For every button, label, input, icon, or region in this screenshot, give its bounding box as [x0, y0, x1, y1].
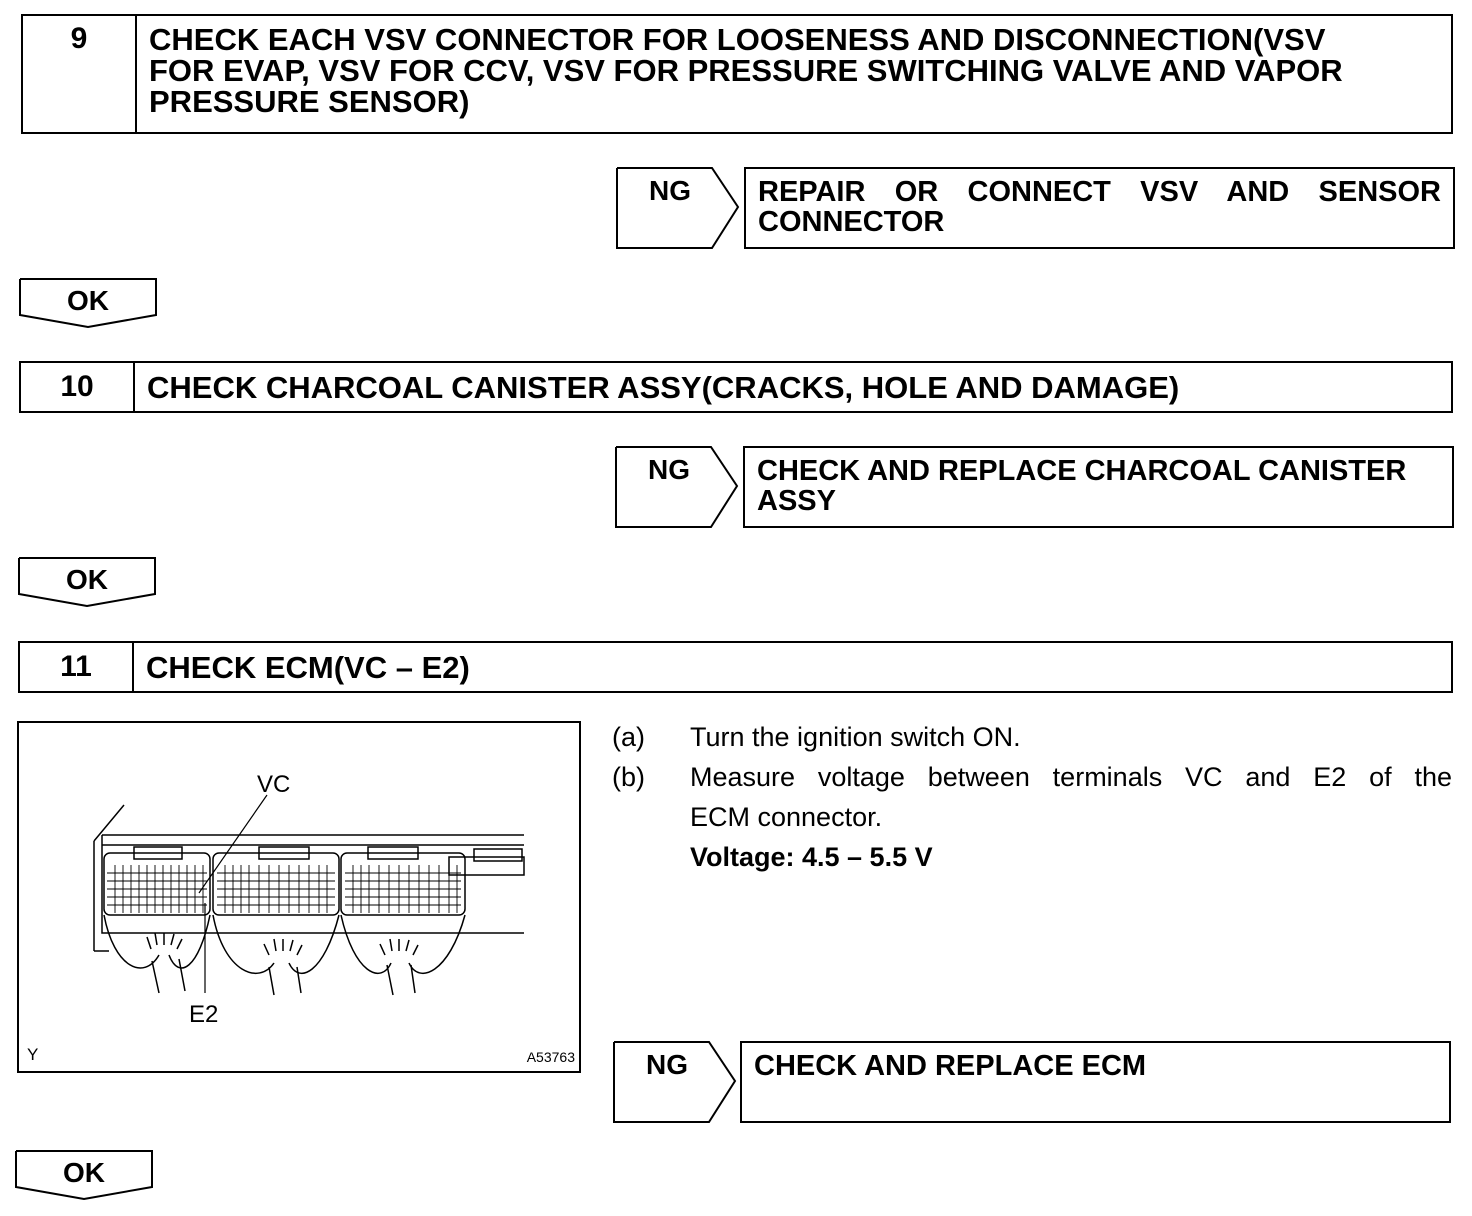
- step-11-header: [18, 641, 1453, 693]
- step-10-ng-action: [743, 446, 1454, 528]
- instruction-b: [612, 757, 1452, 837]
- vc-terminal-label: VC: [257, 771, 291, 798]
- step-10-ok-label: OK: [66, 564, 108, 595]
- instruction-text: ECM connector.: [690, 802, 883, 832]
- ecm-connector-figure: [17, 721, 581, 1073]
- e2-terminal-label: E2: [189, 1001, 219, 1028]
- step-10-number: 10: [21, 363, 135, 411]
- instruction-a: [612, 717, 1452, 757]
- step-9-title-line: FOR EVAP, VSV FOR CCV, VSV FOR PRESSURE SWITCHING VALVE AND VAPOR: [149, 53, 1343, 88]
- step-11-ok-label: OK: [63, 1157, 105, 1188]
- step-11-ng-label: NG: [646, 1049, 688, 1080]
- ecm-connector-drawing: [19, 723, 579, 1071]
- instruction-text: Measure voltage between terminals VC and E2 of the: [690, 762, 1452, 792]
- instruction-tag: (a): [612, 722, 645, 752]
- step-9-ng-action-line: CONNECTOR: [758, 206, 945, 238]
- figure-corner-letter: Y: [27, 1045, 39, 1064]
- step-9-ok-label: OK: [67, 285, 109, 316]
- step-10-ng-action-line: CHECK AND REPLACE CHARCOAL CANISTER: [757, 455, 1407, 487]
- step-11-title: CHECK ECM(VC – E2): [146, 649, 470, 685]
- step-11-ng-action: CHECK AND REPLACE ECM: [740, 1041, 1451, 1123]
- voltage-spec: Voltage: 4.5 – 5.5 V: [690, 842, 933, 872]
- step-9-title-line: CHECK EACH VSV CONNECTOR FOR LOOSENESS AND DISCONNECTION(VSV: [149, 22, 1326, 57]
- instruction-tag: (b): [612, 762, 645, 792]
- step-11-instructions: [612, 717, 1452, 877]
- step-9-number: 9: [23, 16, 137, 132]
- step-9-title: [137, 16, 1451, 132]
- step-10-header: [19, 361, 1453, 413]
- step-11-number: 11: [20, 643, 134, 691]
- step-9-ng-action-line: REPAIR OR CONNECT VSV AND SENSOR: [758, 176, 1441, 208]
- figure-id: A53763: [526, 1049, 575, 1065]
- step-9-ng-action: [744, 167, 1455, 249]
- step-9-ng-label: NG: [649, 175, 691, 206]
- step-10-ng-action-line: ASSY: [757, 485, 836, 517]
- instruction-text: Turn the ignition switch ON.: [690, 722, 1021, 752]
- step-10-title: CHECK CHARCOAL CANISTER ASSY(CRACKS, HOLE AND DAMAGE): [147, 369, 1180, 405]
- step-9-header: [21, 14, 1453, 134]
- step-9-title-line: PRESSURE SENSOR): [149, 84, 470, 119]
- step-10-ng-label: NG: [648, 454, 690, 485]
